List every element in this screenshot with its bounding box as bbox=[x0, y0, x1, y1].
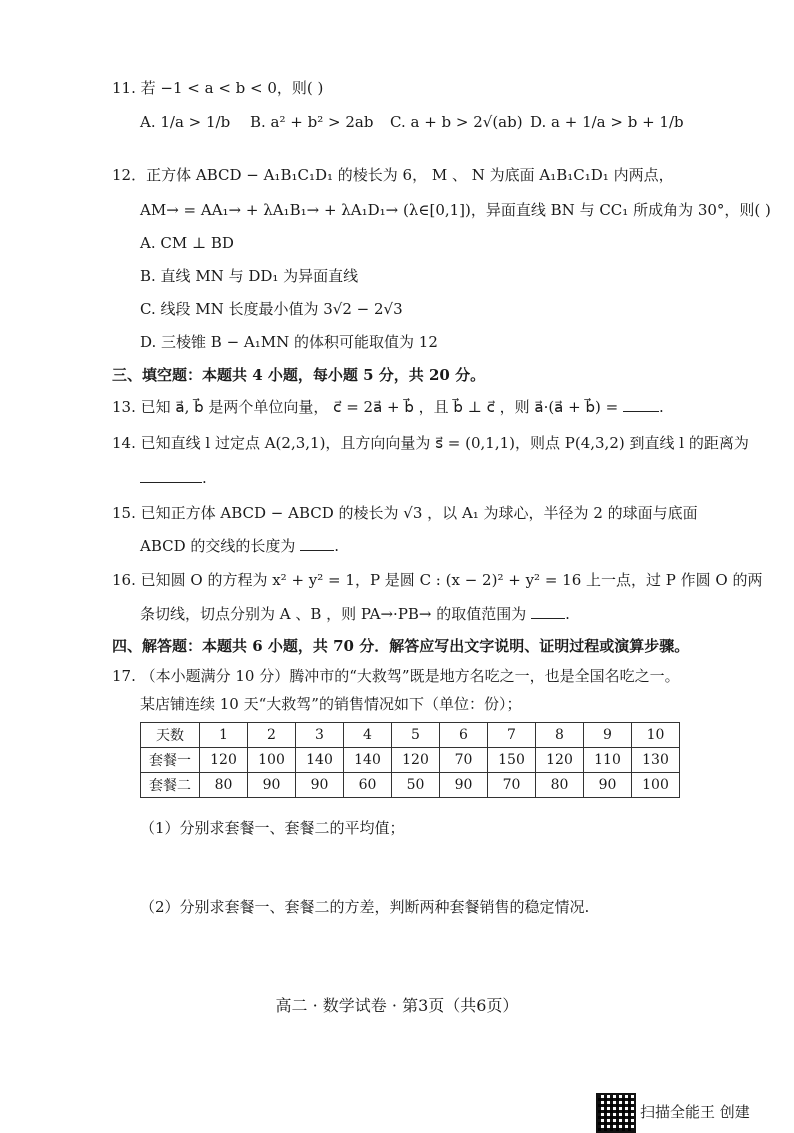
section-3-heading: 三、填空题：本题共 4 小题，每小题 5 分，共 20 分。 bbox=[112, 366, 486, 384]
table-day: 4 bbox=[344, 723, 392, 748]
section-4-heading: 四、解答题：本题共 6 小题，共 70 分．解答应写出文字说明、证明过程或演算步骤。 bbox=[112, 637, 690, 655]
q11-option-b: B. a² + b² > 2ab bbox=[250, 113, 374, 131]
q14-answer-blank[interactable] bbox=[140, 468, 202, 483]
q12-option-d: D. 三棱锥 B − A₁MN 的体积可能取值为 12 bbox=[140, 333, 438, 351]
table-day: 3 bbox=[296, 723, 344, 748]
table-day: 1 bbox=[200, 723, 248, 748]
q15-answer-blank[interactable] bbox=[300, 536, 334, 551]
table-day: 7 bbox=[488, 723, 536, 748]
table-cell: 150 bbox=[488, 748, 536, 773]
q13-answer-blank[interactable] bbox=[623, 397, 659, 412]
table-day: 5 bbox=[392, 723, 440, 748]
q14-line1: 14. 已知直线 l 过定点 A(2,3,1)，且方向向量为 s⃗ = (0,1,1)，则点 P(4,3,2) 到直线 l 的距离为 bbox=[112, 434, 749, 452]
q16-line2: 条切线，切点分别为 A 、B ，则 PA→·PB→ 的取值范围为 . bbox=[140, 605, 570, 623]
table-cell: 90 bbox=[584, 773, 632, 798]
sales-table bbox=[140, 722, 680, 798]
table-cell: 80 bbox=[200, 773, 248, 798]
table-day: 8 bbox=[536, 723, 584, 748]
q11-option-c: C. a + b > 2√(ab) bbox=[390, 113, 523, 131]
q15-line2-text: ABCD 的交线的长度为 bbox=[140, 537, 296, 555]
q11-stem: 11. 若 −1 < a < b < 0，则( ) bbox=[112, 79, 324, 97]
q16-line1: 16. 已知圆 O 的方程为 x² + y² = 1，P 是圆 C : (x − 2)² + y² = 16 上一点，过 P 作圆 O 的两 bbox=[112, 571, 763, 589]
table-cell: 60 bbox=[344, 773, 392, 798]
q12-line1: 12．正方体 ABCD − A₁B₁C₁D₁ 的棱长为 6， M 、 N 为底面 A₁B₁C₁D₁ 内两点， bbox=[112, 166, 674, 184]
q11-option-a: A. 1/a > 1/b bbox=[140, 113, 231, 131]
q12-option-a: A. CM ⊥ BD bbox=[140, 234, 234, 252]
q13-stem: 13. 已知 a⃗, b⃗ 是两个单位向量， c⃗ = 2a⃗ + b⃗ ，且 b⃗ ⊥ c⃗ ，则 a⃗·(a⃗ + b⃗) = bbox=[112, 398, 619, 416]
q17-part1: （1）分别求套餐一、套餐二的平均值； bbox=[140, 819, 405, 837]
q12-option-c: C. 线段 MN 长度最小值为 3√2 − 2√3 bbox=[140, 300, 403, 318]
q15-line2: ABCD 的交线的长度为 . bbox=[140, 537, 339, 555]
table-cell: 140 bbox=[344, 748, 392, 773]
page-footer: 高二 · 数学试卷 · 第3页（共6页） bbox=[275, 996, 519, 1015]
table-cell: 120 bbox=[392, 748, 440, 773]
qr-code-icon bbox=[596, 1093, 636, 1133]
q16-answer-blank[interactable] bbox=[531, 604, 565, 619]
table-cell: 140 bbox=[296, 748, 344, 773]
table-row bbox=[141, 773, 680, 798]
table-cell: 50 bbox=[392, 773, 440, 798]
table-cell: 120 bbox=[536, 748, 584, 773]
table-cell: 80 bbox=[536, 773, 584, 798]
table-cell: 70 bbox=[488, 773, 536, 798]
table-cell: 90 bbox=[248, 773, 296, 798]
table-day: 9 bbox=[584, 723, 632, 748]
q13-text: 13. 已知 a⃗, b⃗ 是两个单位向量， c⃗ = 2a⃗ + b⃗ ，且 b⃗ ⊥ c⃗ ，则 a⃗·(a⃗ + b⃗) = . bbox=[112, 398, 664, 416]
q17-part2: （2）分别求套餐一、套餐二的方差，判断两种套餐销售的稳定情况. bbox=[140, 898, 590, 916]
table-cell: 130 bbox=[632, 748, 680, 773]
q16-line2-text: 条切线，切点分别为 A 、B ，则 PA→·PB→ 的取值范围为 bbox=[140, 605, 527, 623]
table-cell: 100 bbox=[632, 773, 680, 798]
table-day: 6 bbox=[440, 723, 488, 748]
q14-line2: . bbox=[140, 468, 207, 488]
table-cell: 90 bbox=[440, 773, 488, 798]
table-row-label: 套餐二 bbox=[141, 773, 200, 798]
table-header-row bbox=[141, 723, 680, 748]
table-day: 10 bbox=[632, 723, 680, 748]
table-cell: 70 bbox=[440, 748, 488, 773]
table-cell: 100 bbox=[248, 748, 296, 773]
q17-line2: 某店铺连续 10 天“大救驾”的销售情况如下（单位：份）； bbox=[140, 695, 522, 713]
table-header-label: 天数 bbox=[141, 723, 200, 748]
table-row-label: 套餐一 bbox=[141, 748, 200, 773]
table-cell: 110 bbox=[584, 748, 632, 773]
table-row bbox=[141, 748, 680, 773]
table-cell: 120 bbox=[200, 748, 248, 773]
table-cell: 90 bbox=[296, 773, 344, 798]
q12-line2: AM→ = AA₁→ + λA₁B₁→ + λA₁D₁→ (λ∈[0,1])，异面直线 BN 与 CC₁ 所成角为 30°，则( ) bbox=[140, 201, 771, 219]
q12-option-b: B. 直线 MN 与 DD₁ 为异面直线 bbox=[140, 267, 359, 285]
q11-option-d: D. a + 1/a > b + 1/b bbox=[530, 113, 684, 131]
scanner-watermark: 扫描全能王 创建 bbox=[640, 1103, 750, 1121]
q15-line1: 15. 已知正方体 ABCD − ABCD 的棱长为 √3 ，以 A₁ 为球心，半径为 2 的球面与底面 bbox=[112, 504, 698, 522]
q17-line1: 17. （本小题满分 10 分）腾冲市的“大救驾”既是地方名吃之一，也是全国名吃之一。 bbox=[112, 667, 680, 685]
table-day: 2 bbox=[248, 723, 296, 748]
